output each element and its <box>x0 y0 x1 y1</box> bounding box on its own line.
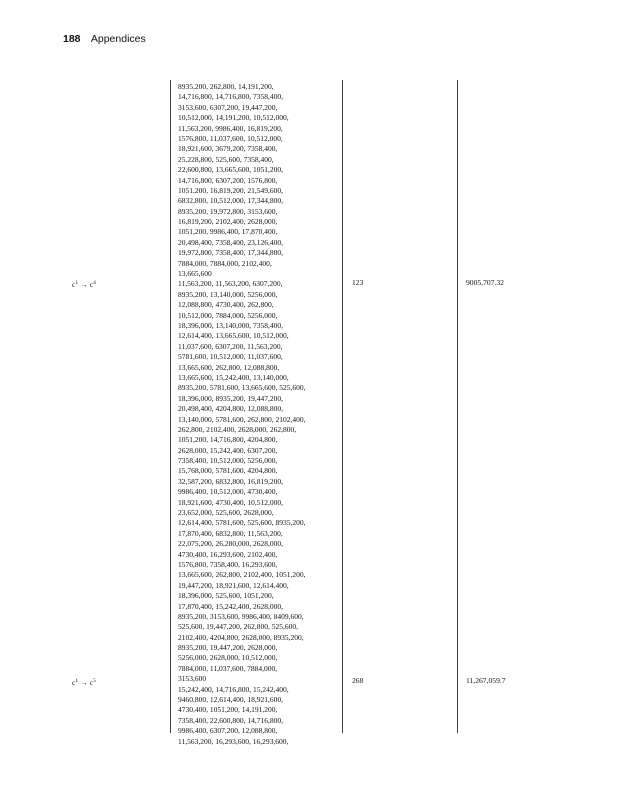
value-line: 1051,200, 16,819,200, 21,549,600, <box>178 185 283 195</box>
value-line: 6832,800, 10,512,000, 17,344,800, <box>178 196 283 206</box>
value-line: 9986,400, 10,512,000, 4730,400, <box>178 487 278 497</box>
column-rule-3 <box>457 80 458 733</box>
value-line: 2628,000, 15,242,400, 6307,200, <box>178 445 278 455</box>
value-line: 13,665,600, 262,800, 2102,400, 1051,200, <box>178 570 306 580</box>
value-line: 2102,400, 4204,800, 2628,000, 8935,200, <box>178 632 304 642</box>
value-line: 19,972,800, 7358,400, 17,344,800, <box>178 248 283 258</box>
value-line: 15,768,000, 5781,600, 4204,800, <box>178 466 278 476</box>
values-list <box>178 82 343 747</box>
value-line: 5781,600, 10,512,000, 11,037,600, <box>178 352 283 362</box>
value-line: 8935,200, 19,447,200, 2628,000, <box>178 643 278 653</box>
value-line: 16,819,200, 2102,400, 2628,000, <box>178 217 278 227</box>
value-line: 8935,200, 3153,600, 9986,400, 8409,600, <box>178 611 304 621</box>
value-line: 20,498,400, 4204,800, 12,088,800, <box>178 404 283 414</box>
value-line: 13,665,600 <box>178 269 212 279</box>
value-line: 8935,200, 13,140,000, 5256,000, <box>178 289 278 299</box>
section-title: Appendices <box>90 33 146 45</box>
value-line: 11,563,200, 16,293,600, 16,293,600, <box>178 736 289 746</box>
value-line: 18,396,000, 8935,200, 19,447,200, <box>178 393 283 403</box>
running-head <box>63 33 146 46</box>
value-line: 13,140,000, 5781,600, 262,800, 2102,400, <box>178 414 306 424</box>
value-line: 3153,600, 6307,200, 19,447,200, <box>178 102 278 112</box>
value-line: 15,242,400, 14,716,800, 15,242,400, <box>178 684 289 694</box>
value-line: 9460,800, 12,614,400, 18,921,600, <box>178 695 283 705</box>
value-line: 1051,200, 14,716,800, 4204,800, <box>178 435 278 445</box>
value-line: 4730,400, 16,293,600, 2102,400, <box>178 549 278 559</box>
value-line: 11,563,200, 9986,400, 16,819,200, <box>178 123 283 133</box>
value-line: 12,614,400, 13,665,600, 10,512,000, <box>178 331 289 341</box>
value-line: 5256,000, 2628,000, 10,512,000, <box>178 653 278 663</box>
value-line: 18,921,600, 4730,400, 10,512,000, <box>178 497 283 507</box>
row-total: 9005,707.32 <box>466 278 504 287</box>
value-line: 14,716,800, 14,716,800, 7358,400, <box>178 92 283 102</box>
transition-label: $c^1 \to c^5$ <box>72 678 96 687</box>
value-line: 8935,200, 19,972,800, 3153,600, <box>178 206 278 216</box>
value-line: 262,800, 2102,400, 2628,000, 262,800, <box>178 424 297 434</box>
value-line: 9986,400, 6307,200, 12,088,800, <box>178 726 278 736</box>
value-line: 22,075,200, 26,280,000, 2628,000, <box>178 539 283 549</box>
value-line: 1051,200, 9986,400, 17,870,400, <box>178 227 278 237</box>
value-line: 7884,000, 7884,000, 2102,400, <box>178 258 272 268</box>
value-line: 7884,000, 11,037,600, 7884,000, <box>178 663 278 673</box>
value-line: 23,652,000, 525,600, 2628,000, <box>178 508 274 518</box>
value-line: 17,870,400, 15,242,400, 2628,000, <box>178 601 283 611</box>
column-rule-1 <box>170 80 171 733</box>
value-line: 22,600,800, 13,665,600, 1051,200, <box>178 165 283 175</box>
row-total: 11,267,059.7 <box>466 676 506 685</box>
value-line: 3153,600 <box>178 674 207 684</box>
value-line: 18,396,000, 525,600, 1051,200, <box>178 591 274 601</box>
value-line: 12,614,400, 5781,600, 525,600, 8935,200, <box>178 518 306 528</box>
value-line: 25,228,800, 525,600, 7358,400, <box>178 154 274 164</box>
value-line: 13,665,600, 15,242,400, 13,140,000, <box>178 372 289 382</box>
value-line: 13,665,600, 262,800, 12,088,800, <box>178 362 280 372</box>
value-line: 19,447,200, 18,921,600, 12,614,400, <box>178 580 289 590</box>
value-line: 8935,200, 262,800, 14,191,200, <box>178 82 274 91</box>
value-line: 1576,800, 7358,400, 16,293,600, <box>178 559 278 569</box>
value-line: 4730,400, 1051,200, 14,191,200, <box>178 705 278 715</box>
value-line: 18,921,600, 3679,200, 7358,400, <box>178 144 278 154</box>
value-line: 17,870,400, 6832,800, 11,563,200, <box>178 528 283 538</box>
value-line: 8935,200, 5781,600, 13,665,600, 525,600, <box>178 383 306 393</box>
row-count: 123 <box>352 278 364 287</box>
value-line: 10,512,000, 7884,000, 5256,000, <box>178 310 278 320</box>
value-line: 20,498,400, 7358,400, 23,126,400, <box>178 237 283 247</box>
value-line: 7358,400, 10,512,000, 5256,000, <box>178 456 278 466</box>
row-count: 268 <box>352 676 364 685</box>
value-line: 10,512,000, 14,191,200, 10,512,000, <box>178 113 289 123</box>
transition-label: $c^1 \to c^4$ <box>72 280 96 289</box>
value-line: 7358,400, 22,600,800, 14,716,800, <box>178 715 283 725</box>
value-line: 525,600, 19,447,200, 262,800, 525,600, <box>178 622 298 632</box>
value-line: 14,716,800, 6307,200, 1576,800, <box>178 175 278 185</box>
value-line: 12,088,800, 4730,400, 262,800, <box>178 300 274 310</box>
page-number: 188 <box>63 33 81 45</box>
value-line: 32,587,200, 6832,800, 16,819,200, <box>178 476 283 486</box>
value-line: 11,037,600, 6307,200, 11,563,200, <box>178 341 283 351</box>
value-line: 1576,800, 11,037,600, 10,512,000, <box>178 133 283 143</box>
value-line: 18,396,000, 13,140,000, 7358,400, <box>178 320 283 330</box>
value-line: 11,563,200, 11,563,200, 6307,200, <box>178 279 283 289</box>
